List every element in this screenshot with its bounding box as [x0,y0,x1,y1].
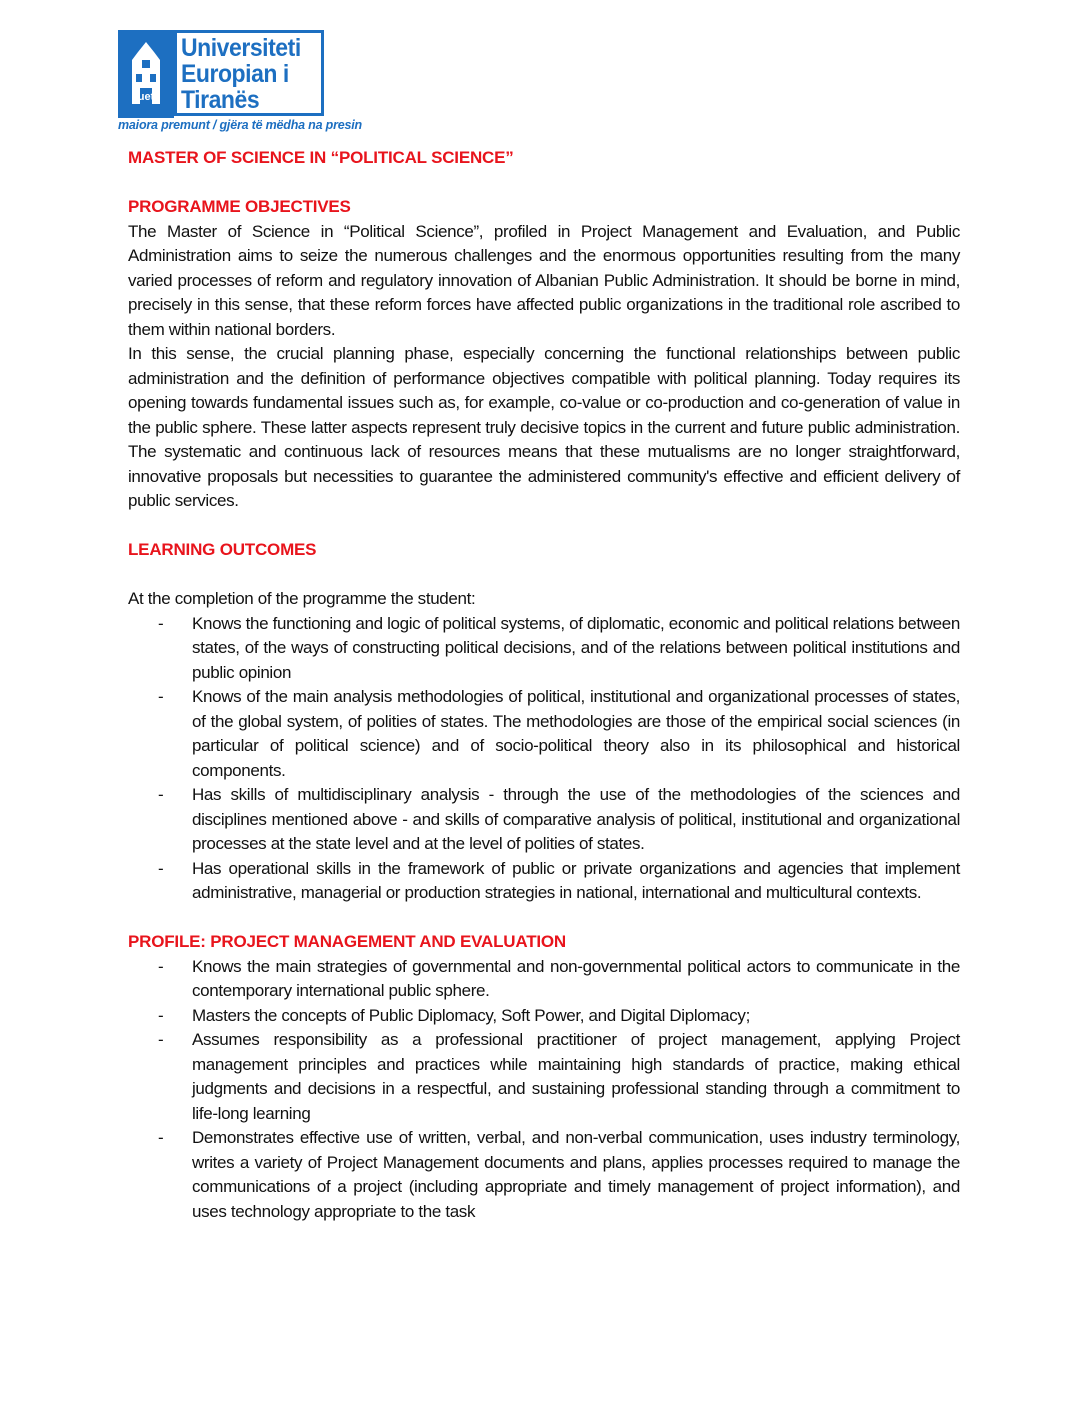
list-item-text: Demonstrates effective use of written, verbal, and non-verbal communication, uses industry terminology, writes a variety of Project Management documents and plans, applies processes required to manage the communications of a project (including appropriate and timely management of project information), and uses technology appropriate to the task [192,1128,960,1221]
outcomes-heading: LEARNING OUTCOMES [128,540,317,559]
list-item-text: Assumes responsibility as a professional practitioner of project management, applying Project management principles and practices while maintaining high standards of practice, making ethical judgments and decisions in a respectful, and sustaining professional standing through a commitment to life-long learning [192,1030,960,1123]
list-item [128,1126,960,1224]
bullet-dash: - [158,956,164,976]
document-body [128,146,960,1224]
list-item [128,955,960,1004]
bullet-dash: - [158,1030,164,1049]
bullet-dash: - [158,687,164,706]
list-item [128,1028,960,1126]
bullet-dash: - [158,858,164,878]
list-item [128,612,960,686]
profile-heading: PROFILE: PROJECT MANAGEMENT AND EVALUATION [128,932,567,951]
outcomes-intro: At the completion of the programme the student: [128,589,476,608]
logo-line-2: Europian i [181,60,289,88]
list-item-text: Masters the concepts of Public Diplomacy, Soft Power, and Digital Diplomacy; [192,1005,750,1025]
spacer [128,906,960,931]
list-item-text: Has operational skills in the framework of public or private organizations and agencies that implement administrative, managerial or production strategies in national, international and multicultural contexts. [192,858,960,902]
logo-wordmark [174,30,324,116]
spacer [128,514,960,539]
list-item-text: Knows the main strategies of governmental and non-governmental political actors to communicate in the contemporary international public sphere. [192,956,960,1000]
objectives-paragraph-2: In this sense, the crucial planning phase, especially concerning the functional relationships between public administration and the definition of performance objectives compatible with political planning. Today requires its opening towards fundamental issues such as, for example, co-value or co-production and co-generation of value in the public sphere. These latter aspects represent truly decisive topics in the current and future public administration. The systematic and continuous lack of resources means that these mutualisms are no longer straightforward, innovative proposals but necessities to guarantee the administered community's effective and efficient delivery of public services. [128,344,960,510]
spacer [128,171,960,196]
profile-list [128,955,960,1225]
list-item [128,857,960,906]
objectives-heading: PROGRAMME OBJECTIVES [128,197,351,216]
spacer [128,563,960,588]
bullet-dash: - [158,1005,164,1025]
list-item [128,783,960,857]
document-title: MASTER OF SCIENCE IN “POLITICAL SCIENCE” [128,148,514,167]
university-logo [118,30,362,138]
logo-motto: maiora premunt / gjëra të mëdha na presin [118,118,362,132]
svg-text:uet: uet [137,91,155,103]
tower-emblem-icon [118,30,174,118]
logo-line-3: Tiranës [181,86,260,114]
list-item [128,1004,960,1029]
bullet-dash: - [158,785,164,804]
list-item [128,685,960,783]
list-item-text: Knows the functioning and logic of political systems, of diplomatic, economic and political relations between states, of the ways of constructing political decisions, and of the relations between political institutions and public opinion [192,613,960,682]
outcomes-list [128,612,960,906]
list-item-text: Knows of the main analysis methodologies of political, institutional and organizational processes of states, of the global system, of polities of states. The methodologies are those of the empirical social sciences (in particular of political science) and of socio-political theory also in its philosophical and historical components. [192,687,960,780]
logo-line-1: Universiteti [181,34,301,62]
bullet-dash: - [158,1128,164,1147]
bullet-dash: - [158,613,164,633]
list-item-text: Has skills of multidisciplinary analysis - through the use of the methodologies of the sciences and disciplines mentioned above - and skills of comparative analysis of political, institutional and organizational processes at the state level and at the level of polities of states. [192,785,960,853]
objectives-paragraph-1: The Master of Science in “Political Science”, profiled in Project Management and Evaluation, and Public Administration aims to seize the numerous challenges and the enormous opportunities resulting from the many varied processes of reform and regulatory innovation of Albanian Public Administration. It should be borne in mind, precisely in this sense, that these reform forces have affected public organizations in the traditional role ascribed to them within national borders. [128,221,960,339]
